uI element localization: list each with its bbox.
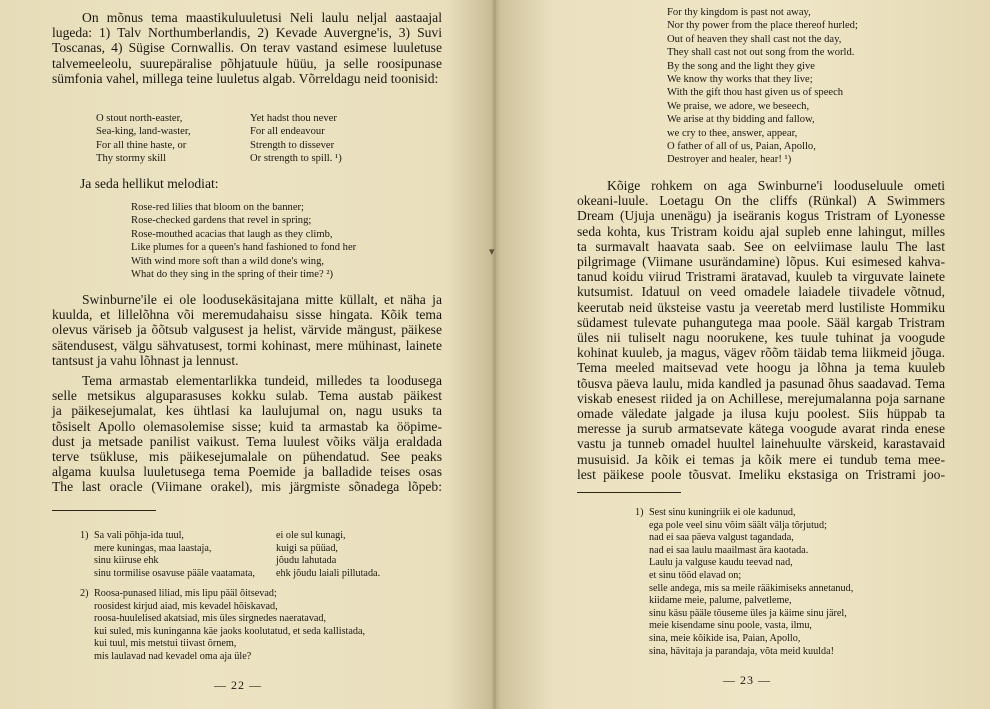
poem3	[667, 6, 858, 167]
verse-line: For all thine haste, or	[96, 139, 187, 151]
verse-line: Out of heaven they shall cast not the day,	[667, 33, 842, 45]
footnote-line: roosa-huulelised akatsiad, mis üles sirgnedes naeratavad,	[94, 613, 327, 625]
prose-line: meresse ja surub armatsevate kätega voogude avarat rinda enese	[577, 421, 945, 437]
footnote-rule	[52, 510, 156, 511]
footnote-2-lines	[94, 588, 365, 664]
melody-intro: Ja seda hellikut melodiat:	[80, 176, 219, 191]
verse-line: We praise, we adore, we beseech,	[667, 100, 810, 112]
footnote-marker: 1)	[635, 507, 644, 518]
footnote-rule	[577, 492, 681, 493]
footnote-line: ega pole veel sinu võim säält välja tõrjutud;	[649, 519, 827, 531]
para-ocean-poetry	[577, 178, 945, 482]
footnote-line: selle andega, mis sa meile rääkimiseks annetanud,	[649, 582, 854, 594]
prose-line: tõsiselt Apollo olemasolemise sisse; kuid ta armastab ka ööpime-	[52, 418, 442, 434]
prose-line: pilgrimage (Viimane usurändamine) lõpus. Kui esimesed kahva-	[577, 254, 945, 270]
prose-line: ja päikesejumalat, kes ühtlasi ka laulujumal on, nagu usuks ta	[52, 403, 442, 419]
verse-line: Yet hadst thou never	[250, 113, 337, 124]
para-apollo	[52, 373, 442, 495]
prose-line: Kõige rohkem on aga Swinburne'i looduseluule ometi	[607, 178, 945, 193]
para-nature-perception: Swinburne'ile ei ole loodusekäsitajana mitte küllalt, et näha ja kuulda, et lillelõhna või meremudahaisu sisse hingata. Kõik tema olevus väriseb ja õõtsub valgusest ja helist, värvide mängust, päikese sätendusest, välgu sähvatusest, tormi kohinast, mere mühinast, lainete tantsust ja vahu lõhnast ja lennust.	[52, 292, 442, 368]
footnote-line: nad ei saa laulu maailmast ära kaotada.	[649, 544, 809, 556]
footnote-line: kiidame meie, palume, palvetleme,	[649, 595, 792, 607]
prose-line: The last oracle (Viimane orakel), mis järgmiste sõnadega lõpeb:	[52, 479, 442, 495]
footnote-line: meie kisendame sinu poole, vasta, ilmu,	[649, 620, 812, 632]
footnote-line: Roosa-punased liliad, mis lipu pääl õitsevad;	[94, 588, 277, 599]
footnote-line: ehk jõudu laiali pillutada.	[276, 567, 381, 579]
verse-line: With the gift thou hast given us of speech	[667, 87, 844, 99]
footnote-1-col2	[276, 530, 380, 580]
verse-line: Nor thy power from the place thereof hurled;	[667, 20, 858, 32]
prose-line: omade väledate jalgade ja ilusa kuju poolest. Siis hüppab ta	[577, 406, 945, 422]
prose-line: kutsumist. Idatuul on veed omadele laiadele tiivadele võtnud,	[577, 284, 945, 300]
verse-line: By the song and the light they give	[667, 60, 815, 72]
footnote-marker: 1)	[80, 530, 89, 541]
verse-line: Like plumes for a queen's hand fashioned to fond her	[131, 242, 357, 254]
verse-line: Rose-checked gardens that revel in spring;	[131, 215, 312, 227]
verse-line: O stout north-easter,	[96, 113, 183, 124]
prose-line: üles nii tuliselt nagu noorukene, kes tuule tuhinat ja voogude	[577, 330, 945, 346]
poem1-col2	[250, 112, 342, 166]
verse-line: Sea-king, land-waster,	[96, 126, 191, 138]
verse-line: Or strength to spill. ¹)	[250, 153, 342, 165]
poem1-col1	[96, 112, 191, 166]
verse-line: We arise at thy bidding and fallow,	[667, 114, 815, 126]
footnote-line: sinu käsu pääle tõuseme üles ja käime sinu järel,	[649, 607, 847, 619]
prose-line: kohinat kuuleb, ja magus, vägev rõõm täidab tema liikmeid jõuga.	[577, 345, 945, 361]
prose-line: keerutab neid üksteise vastu ja veeretab merd lustiliste Hommiku	[577, 299, 945, 315]
verse-line: They shall cast not out song from the world.	[667, 47, 855, 59]
verse-line: we cry to thee, answer, appear,	[667, 127, 798, 139]
footnote-line: roosidest kirjud aiad, mis kevadel hõiskavad,	[94, 600, 278, 612]
footnote-line: Sest sinu kuningriik ei ole kadunud,	[649, 507, 796, 518]
prose-line: okeani-luule. Loetagu On the cliffs (Rünkal) A Swimmers	[577, 193, 945, 209]
footnote-line: et sinu tööd elavad on;	[649, 569, 742, 581]
prose-line: terve tsükluse, mis päikesejumalale on pühendatud. See peaks	[52, 449, 442, 465]
para-landscape-poems: On mõnus tema maastikuluuletusi Neli laulu neljal aastaajal lugeda: 1) Talv Northumberlandis, 2) Kevade Auvergne'is, 3) Suvi Toscanas, 4) Sügise Cornwallis. On terav vastand esimese luuletuse talvemeeleolu, suurepäralise põhjatuule hüüu, ja selle roosipunase sümfonia vahel, millega teine luuletus algab. Võrreldagu neid toonisid:	[52, 10, 442, 86]
prose-line: südamest tulevate puhangutega maa poole. Sääl kargab Tristram	[577, 314, 945, 330]
prose-line: tanud koidu viirud Tristrami äratavad, kuuleb ta virguvate lainete	[577, 269, 945, 285]
footnote-line: sina, meie kõikide isa, Paian, Apollo,	[649, 632, 801, 644]
prose-line: seda kohta, kus Tristram koidu ajal supleb enne lahingut, milles	[577, 223, 945, 239]
footnote-line: mere kuningas, maa laastaja,	[94, 542, 212, 554]
footnote-line: sinu kiiruse ehk	[94, 555, 159, 567]
footnote-line: Laulu ja valguse kaudu teevad nad,	[649, 557, 793, 569]
poem2	[131, 201, 356, 281]
footnote-line: mis laulavad nad kevadel oma aja üle?	[94, 650, 252, 662]
prose-line: vastu ja tunneb omadel huultel lainehuulte värskeid, karastavaid	[577, 436, 945, 452]
verse-line: For thy kingdom is past not away,	[667, 7, 811, 18]
footnote-1-col1	[94, 530, 255, 580]
prose-line: selle metsikus alguparasuses kokku sulab. Tema austab päikest	[52, 388, 442, 404]
verse-line: Thy stormy skill	[96, 153, 167, 165]
footnote-line: ei ole sul kunagi,	[276, 530, 346, 541]
verse-line: We know thy works that they live;	[667, 74, 813, 86]
prose-line: viskab enesest riided ja on Achillese, merejumalanna poja sarnane	[577, 390, 945, 406]
prose-line: Tema armastab elementarlikka tundeid, milledes ta loodusega	[82, 373, 442, 388]
prose-line: Dream (Ujuja unenägu) ja iseäranis kogus Tristram of Lyonesse	[577, 208, 945, 224]
verse-line: Strength to dissever	[250, 139, 335, 151]
prose-line: dust ja metsade panilist vaikust. Tema luulest võiks välja eraldada	[52, 433, 442, 449]
footnote-line: kui suled, mis kuninganna käe jaoks koolutatud, et seda kallistada,	[94, 625, 366, 637]
footnote-line: sinu tormilise osavuse pääle vaatamata,	[94, 567, 255, 579]
prose-line: lest päikese poole tõusvat. Imeliku ekstasiga on Tristrami joo-	[577, 466, 945, 482]
footnote-right-lines	[649, 507, 853, 658]
footnote-marker: 2)	[80, 588, 89, 599]
page-number-right: — 23 —	[723, 673, 771, 687]
prose-line: algama kuulsa luuletusega tema Poemide ja balladide teises osas	[52, 464, 442, 480]
prose-line: ta surmavalt haavata saab. See on eelviimase laulu The last	[577, 238, 945, 254]
gutter-mark: ▾	[489, 246, 495, 258]
footnote-line: Sa vali põhja-ida tuul,	[94, 530, 184, 541]
verse-line: With wind more soft than a wild done's wing,	[131, 255, 325, 267]
verse-line: Destroyer and healer, hear! ¹)	[667, 154, 792, 166]
footnote-line: sina, hävitaja ja parandaja, võta meid kuulda!	[649, 645, 835, 657]
verse-line: What do they sing in the spring of their time? ²)	[131, 269, 334, 281]
footnote-line: kui tuul, mis metstui tiivast õrnem,	[94, 638, 237, 650]
prose-line: tõusva päeva laulu, mida kandled ja pasunad õhus saadavad. Tema	[577, 375, 945, 391]
prose-line: musuisid. Ja kõik ei temas ja kõik mere ei tundub tema mee-	[577, 451, 945, 467]
footnote-line: kuigi sa püüad,	[276, 542, 338, 554]
footnote-line: nad ei saa päeva valgust tagandada,	[649, 532, 794, 544]
verse-line: For all endeavour	[250, 126, 325, 138]
verse-line: Rose-red lilies that bloom on the banner;	[131, 202, 304, 213]
page-number-left: — 22 —	[214, 678, 262, 692]
prose-line: Tema meeled maitsevad vete hoogu ja lõhna ja tema kuuleb	[577, 360, 945, 376]
verse-line: O father of all of us, Paian, Apollo,	[667, 141, 816, 153]
verse-line: Rose-mouthed acacias that laugh as they climb,	[131, 228, 333, 240]
right-page	[495, 0, 990, 709]
footnote-line: jõudu lahutada	[276, 555, 337, 567]
